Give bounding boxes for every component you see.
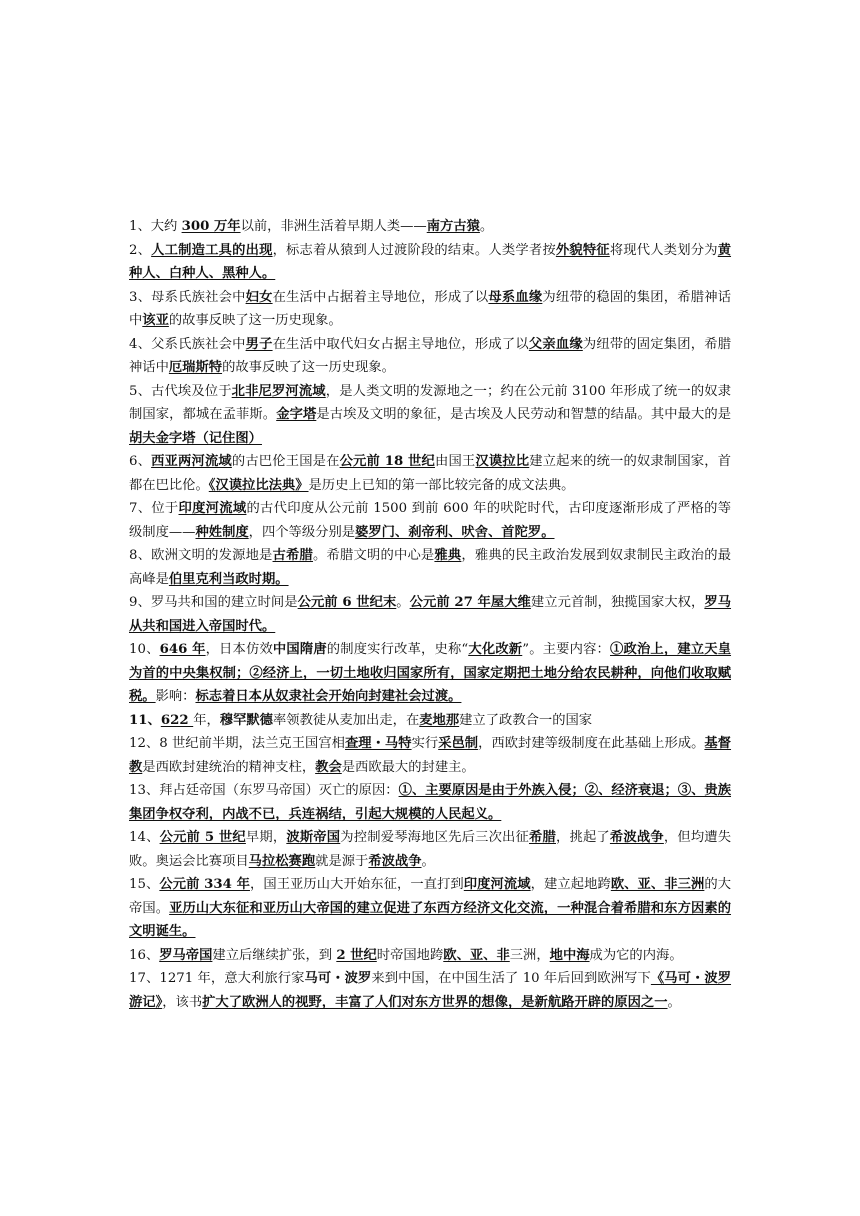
text-segment: 三洲，: [509, 947, 550, 963]
text-segment: ，日本仿效: [205, 642, 273, 657]
key-term: 雅典: [434, 548, 462, 563]
text-segment: 建立元首制，独揽国家大权，: [530, 595, 705, 610]
text-segment: 。希腊文明的中心是: [313, 548, 435, 563]
key-term: 2 世纪: [336, 947, 377, 963]
key-term: 《汉谟拉比法典》: [208, 477, 309, 493]
text-segment: 建立后继续扩张，到: [212, 947, 337, 963]
key-term: 金字塔: [276, 407, 317, 422]
key-term: 公元前 334 年: [159, 877, 250, 892]
text-segment: 8、欧洲文明的发源地是: [129, 548, 273, 563]
text-segment: 16、: [129, 947, 160, 963]
text-segment: 来到中国，在中国生活了 10 年后回到欧洲写下: [371, 971, 651, 986]
key-term: 采邑制: [438, 736, 479, 751]
text-segment: 12、8 世纪前半期，法兰克王国宫相: [129, 736, 345, 751]
key-term: 300 万年: [181, 219, 241, 234]
text-segment: 14、: [129, 830, 160, 845]
text-segment: ，标志着从猿到人过渡阶段的结束。人类学者按: [272, 242, 556, 258]
key-term: 欧、亚、非三洲: [610, 877, 705, 892]
key-term: 种姓制度: [195, 524, 249, 540]
key-term: 公元前 27 年屋大维: [409, 595, 531, 610]
key-term: 汉谟拉比: [475, 454, 530, 469]
text-segment: 的古代印度从公元前 1500 到前 600 年的吠陀时代，古印度逐渐形成了严格的等级制度——: [129, 501, 731, 540]
text-segment: 2、: [129, 242, 152, 258]
text-segment: 的制度实行改革，史称“: [326, 642, 469, 657]
text-segment: 为控制爱琴海地区先后三次出征: [340, 830, 530, 845]
text-segment: 在生活中占据着主导地位，形成了以: [272, 289, 489, 305]
history-point-13: [129, 779, 731, 826]
text-segment: ，四个等级分别是: [248, 524, 356, 540]
key-term: 南方古猿: [426, 219, 480, 234]
text-segment: 。: [396, 595, 410, 610]
key-term: 公元前 5 世纪: [159, 830, 246, 845]
history-point-12: [129, 732, 731, 779]
text-segment: 的古巴伦王国是在: [231, 454, 340, 469]
key-term: 希波战争: [609, 830, 664, 845]
history-point-17: [129, 967, 731, 1014]
key-term: 印度河流域: [178, 501, 247, 516]
text-segment: 是历史上已知的第一部比较完备的成文法典。: [308, 477, 575, 493]
history-point-3: [129, 286, 731, 333]
key-term: 教会: [315, 759, 342, 775]
history-point-7: [129, 497, 731, 544]
text-segment: ”。主要内容：: [522, 642, 611, 657]
key-term: 穆罕默德: [219, 712, 273, 728]
text-segment: 由国王: [435, 454, 476, 469]
text-segment: ，但均遭失败。奥运会比赛项目: [129, 830, 732, 869]
text-segment: 建立起来的统一的奴隶制国家，首都在巴比伦。: [129, 454, 732, 493]
key-term: 公元前 6 世纪末: [297, 595, 397, 610]
text-segment: 。: [421, 853, 435, 869]
history-point-6: [129, 450, 731, 497]
text-segment: 将现代人类划分为: [609, 242, 718, 258]
text-segment: 成为它的内海。: [589, 947, 683, 963]
text-segment: 是古埃及文明的象征，是古埃及人民劳动和智慧的结晶。其中最大的是: [316, 407, 732, 422]
text-segment: 15、: [129, 877, 160, 892]
key-term: 麦地那: [419, 712, 460, 728]
key-term: ①政治上，建立天皇为首的中央集权制；②经济上，一切土地收归国家所有，国家定期把土地分给农民耕种，向他们收取赋税。: [129, 642, 732, 704]
history-point-9: [129, 591, 731, 638]
text-segment: 10、: [129, 642, 160, 657]
key-term: 厄瑞斯特: [168, 360, 223, 375]
text-segment: 1、大约: [129, 219, 182, 234]
key-term: 中国隋唐: [272, 642, 327, 657]
text-segment: ，雅典的民主政治发展到奴隶制民主政治的最高峰是: [129, 548, 732, 587]
text-segment: 。: [667, 994, 681, 1010]
history-point-14: [129, 826, 731, 873]
text-segment: ，国王亚历山大开始东征，一直打到: [249, 877, 464, 892]
key-term: 该亚: [142, 313, 169, 328]
text-segment: 6、: [129, 454, 152, 469]
text-segment: 9、罗马共和国的建立时间是: [129, 595, 298, 610]
text-segment: 在生活中取代妇女占据主导地位，形成了以: [272, 336, 529, 352]
key-term: 古希腊: [272, 548, 314, 563]
key-term: 《马可・波罗游记》: [129, 971, 732, 1010]
text-segment: 影响：: [155, 689, 196, 704]
text-segment: 就是源于: [315, 853, 369, 869]
key-term: 希波战争: [368, 853, 422, 869]
text-segment: 13、拜占廷帝国（东罗马帝国）灭亡的原因：: [129, 783, 399, 798]
key-term: ①、主要原因是由于外族入侵；②、经济衰退；③、贵族集团争权夺利，内战不已，兵连祸结，引起大规模的人民起义。: [129, 783, 732, 822]
key-term: 马可・波罗: [304, 971, 372, 986]
text-segment: 3、母系氏族社会中: [129, 289, 246, 305]
text-segment: 实行: [411, 736, 439, 751]
text-segment: 率领教徒从麦加出走，在: [272, 712, 420, 728]
key-term: 大化改新: [468, 642, 523, 657]
text-segment: 的大帝国。: [129, 877, 732, 916]
history-point-16: [129, 944, 731, 968]
history-point-5: [129, 380, 731, 451]
key-term: 基督教: [129, 736, 732, 775]
history-point-11: [129, 709, 731, 733]
text-segment: 以前，非洲生活着早期人类——: [240, 219, 427, 234]
key-term: 母系血缘: [488, 289, 543, 305]
key-term: 地中海: [549, 947, 590, 963]
text-segment: 17、1271 年，意大利旅行家: [129, 971, 305, 986]
text-segment: 的故事反映了这一历史现象。: [222, 360, 395, 375]
key-term: 黄种人、白种人、黑种人。: [129, 242, 732, 281]
key-term: 622: [160, 712, 194, 728]
text-segment: ，挑起了: [555, 830, 610, 845]
key-term: 查理・马特: [345, 736, 412, 751]
key-term: 胡夫金字塔（记住图）: [129, 430, 262, 446]
key-term: 印度河流域: [463, 877, 531, 892]
history-point-15: [129, 873, 731, 944]
text-segment: 是西欧封建统治的精神支柱，: [142, 759, 316, 775]
key-term: 婆罗门、刹帝利、吠舍、首陀罗。: [355, 524, 555, 540]
key-term: 11、: [129, 712, 161, 728]
key-term: 欧、亚、非: [443, 947, 510, 963]
key-term: 西亚两河流域: [151, 454, 232, 469]
text-segment: 4、父系氏族社会中: [129, 336, 246, 352]
history-point-10: [129, 638, 731, 709]
key-term: 646 年: [159, 642, 206, 657]
key-term: 扩大了欧洲人的视野，丰富了人们对东方世界的想像，是新航路开辟的原因之一: [202, 994, 668, 1010]
text-segment: ，西欧封建等级制度在此基础上形成。: [478, 736, 705, 751]
key-term: 男子: [245, 336, 273, 352]
history-point-8: [129, 544, 731, 591]
key-term: 公元前 18 世纪: [339, 454, 435, 469]
key-term: 罗马从共和国进入帝国时代。: [129, 595, 732, 634]
text-segment: 。: [479, 219, 494, 234]
text-segment: ，该书: [162, 994, 203, 1010]
key-term: 标志着日本从奴隶社会开始向封建社会过渡。: [195, 689, 462, 704]
text-segment: ，是人类文明的发源地之一；约在公元前 3100 年形成了统一的奴隶制国家，都城在孟菲斯。: [129, 383, 732, 422]
key-term: 人工制造工具的出现: [151, 242, 273, 258]
text-segment: ，建立起地跨: [530, 877, 611, 892]
history-point-2: [129, 239, 731, 286]
text-segment: 7、位于: [129, 501, 179, 516]
key-term: 北非尼罗河流域: [231, 383, 326, 399]
text-segment: 年，: [193, 712, 220, 728]
text-segment: 是西欧最大的封建主。: [341, 759, 475, 775]
history-point-1: [129, 215, 731, 239]
text-segment: 为纽带的固定集团，希腊神话中: [129, 336, 732, 375]
history-point-4: [129, 333, 731, 380]
text-segment: 早期，: [245, 830, 287, 845]
key-term: 希腊: [529, 830, 556, 845]
key-term: 妇女: [245, 289, 273, 305]
text-segment: 建立了政教合一的国家: [459, 712, 593, 728]
text-segment: 5、古代埃及位于: [129, 383, 232, 399]
text-segment: 的故事反映了这一历史现象。: [168, 313, 342, 328]
text-segment: 为纽带的稳固的集团，希腊神话中: [129, 289, 732, 328]
key-term: 亚历山大东征和亚历山大帝国的建立促进了东西方经济文化交流，一种混合着希腊和东方因素的文明诞生。: [129, 900, 732, 939]
text-segment: 时帝国地跨: [376, 947, 444, 963]
key-term: 马拉松赛跑: [248, 853, 316, 869]
key-term: 父亲血缘: [528, 336, 583, 352]
key-term: 罗马帝国: [159, 947, 213, 963]
key-term: 波斯帝国: [286, 830, 341, 845]
key-term: 伯里克利当政时期。: [168, 571, 289, 587]
document-body: [129, 215, 731, 1014]
key-term: 外貌特征: [555, 242, 610, 258]
